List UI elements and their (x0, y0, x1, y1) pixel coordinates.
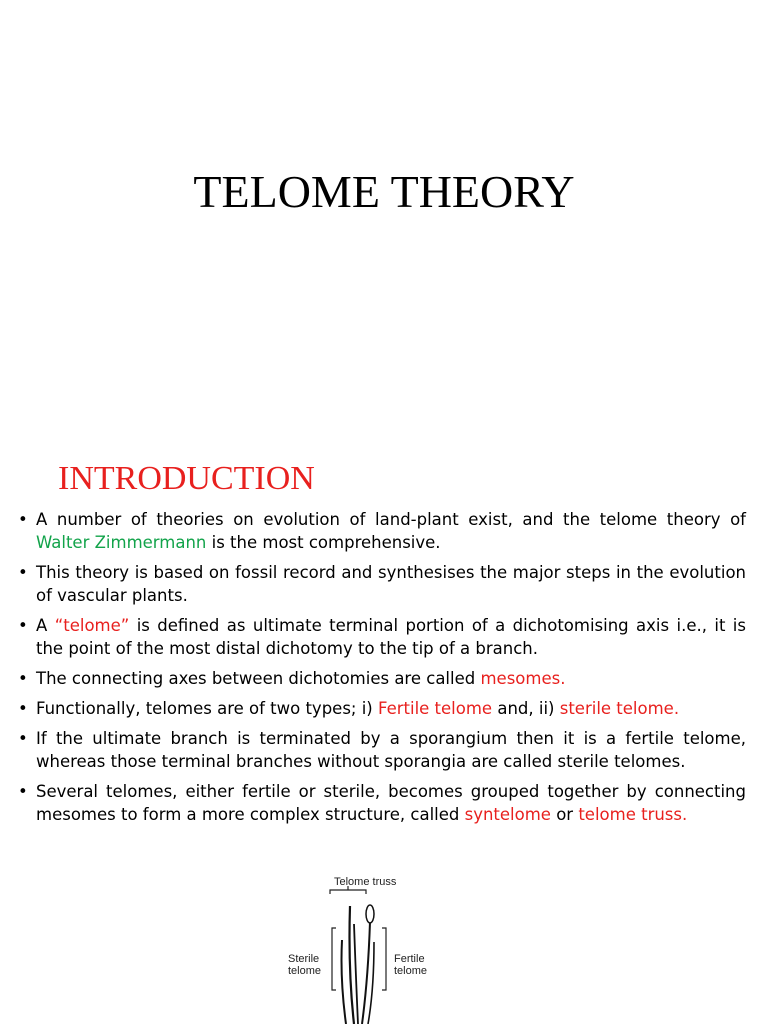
figure-label-telome-truss: Telome truss (334, 876, 397, 888)
bullet-text: is defined as ultimate terminal portion of a dichotomising axis i.e., it is the point of the most distal dichotomy to the tip of a branch. (36, 616, 746, 658)
figure-label-sterile: Sterile (288, 953, 320, 965)
bullet-text: A number of theories on evolution of land-plant exist, and the telome theory of (36, 510, 746, 529)
bullet-text: The connecting axes between dichotomies are called (36, 669, 481, 688)
bullet-text: Functionally, telomes are of two types; i) (36, 699, 378, 718)
bullet-text: A (36, 616, 55, 635)
highlighted-term: mesomes. (480, 669, 566, 688)
bullet-item (18, 697, 746, 720)
bullet-dot: • (18, 563, 28, 582)
bullet-item (18, 667, 746, 690)
bullet-text: This theory is based on fossil record and synthesises the major steps in the evolution of vascular plants. (36, 563, 746, 605)
bullet-text: and, ii) (492, 699, 560, 718)
figure-label-fertile-telome: telome (394, 965, 428, 977)
telome-truss-figure (270, 870, 450, 1024)
introduction-slide (0, 440, 768, 1024)
bullet-dot: • (18, 699, 28, 718)
sterile-branch-left (342, 940, 347, 1024)
fertile-branch (362, 922, 370, 1024)
highlighted-term: Fertile telome (378, 699, 493, 718)
figure-label-fertile: Fertile (394, 953, 425, 965)
telome-truss-diagram (270, 870, 450, 1024)
bullet-dot: • (18, 729, 28, 748)
left-bracket (332, 928, 336, 990)
highlighted-term: Walter Zimmermann (36, 533, 207, 552)
bullet-item (18, 561, 746, 607)
bullet-dot: • (18, 782, 28, 801)
bullet-item (18, 508, 746, 554)
bullet-dot: • (18, 510, 28, 529)
bullet-text: If the ultimate branch is terminated by a sporangium then it is a fertile telome, whereas those terminal branches without sporangia are called sterile telomes. (36, 729, 746, 771)
bullet-dot: • (18, 669, 28, 688)
bullet-item (18, 727, 746, 773)
bullet-text: or (550, 805, 579, 824)
bullet-text: Several telomes, either fertile or sterile, becomes grouped together by connecting mesomes to form a more complex structure, called (36, 782, 746, 824)
highlighted-term: syntelome (464, 805, 551, 824)
slide-title: TELOME THEORY (193, 166, 575, 217)
bullet-dot: • (18, 616, 28, 635)
bullet-item (18, 614, 746, 660)
figure-label-sterile-telome: telome (288, 965, 322, 977)
bullet-item (18, 780, 746, 826)
section-heading: INTRODUCTION (58, 460, 315, 497)
sporangium (366, 905, 374, 923)
bullet-text: is the most comprehensive. (206, 533, 441, 552)
sterile-branch-right (354, 924, 358, 1024)
right-bracket (382, 928, 386, 990)
highlighted-term: sterile telome. (559, 699, 680, 718)
highlighted-term: telome truss. (578, 805, 688, 824)
bullet-list (18, 508, 746, 833)
sterile-branch-center (350, 906, 355, 1024)
highlighted-term: “telome” (54, 616, 130, 635)
title-slide (0, 0, 768, 440)
